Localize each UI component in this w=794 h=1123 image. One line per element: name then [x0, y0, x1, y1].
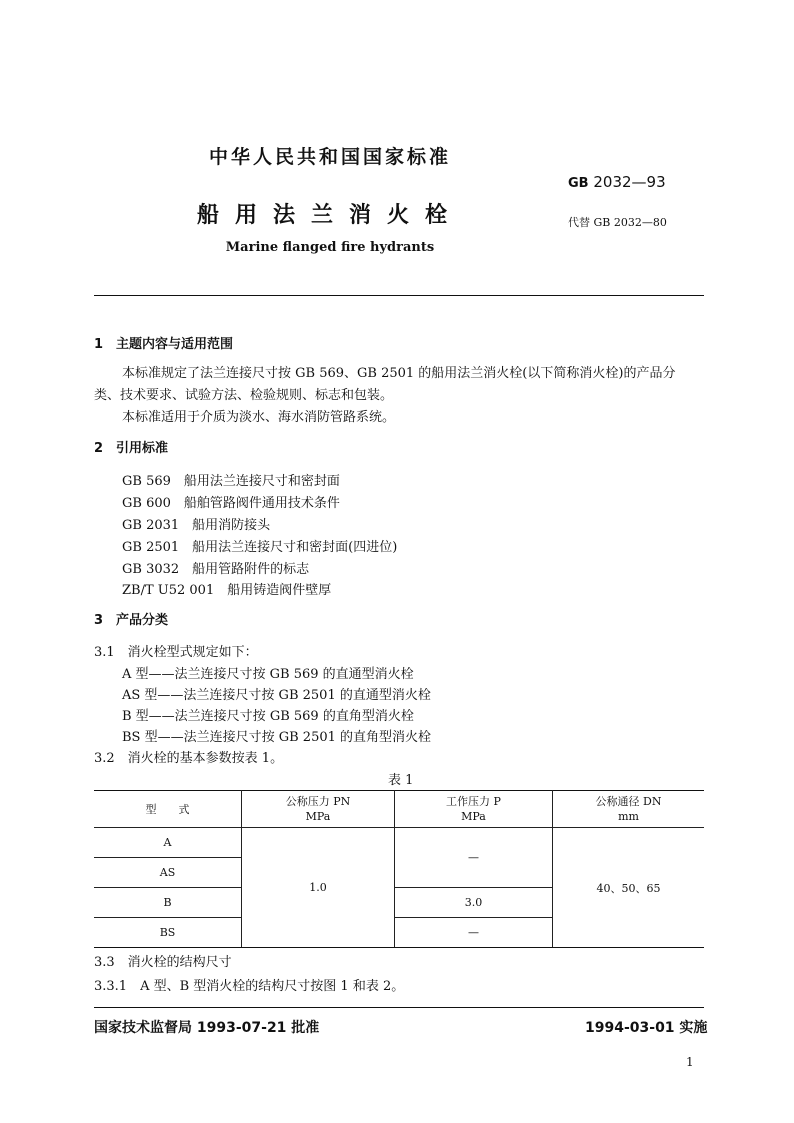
- reference-item: GB 569 船用法兰连接尺寸和密封面: [122, 474, 340, 489]
- section-3-heading: 3 产品分类: [94, 613, 169, 628]
- header-working-pressure: [395, 791, 553, 828]
- replaces-standard: 代替 GB 2032—80: [568, 216, 667, 229]
- clause-3-1: 3.1 消火栓型式规定如下：: [94, 645, 258, 660]
- english-title: Marine flanged fire hydrants: [225, 240, 435, 255]
- standard-prefix: GB: [568, 176, 589, 191]
- nominal-diameter-cell: 40、50、65: [553, 828, 705, 948]
- clause-3-3-1: 3.3.1 A 型、B 型消火栓的结构尺寸按图 1 和表 2。: [94, 979, 405, 994]
- parameters-table: [94, 790, 704, 948]
- working-pressure-cell: 3.0: [395, 888, 553, 918]
- page-number: 1: [686, 1055, 694, 1069]
- section-2-heading: 2 引用标准: [94, 441, 169, 456]
- header-type-label: 型 式: [145, 803, 190, 816]
- header-divider: [94, 295, 704, 296]
- reference-item: GB 3032 船用管路附件的标志: [122, 562, 310, 577]
- header-nominal-pressure: [242, 791, 395, 828]
- standard-number: 2032—93: [593, 173, 666, 191]
- type-definition: B 型——法兰连接尺寸按 GB 569 的直角型消火栓: [122, 709, 414, 724]
- header-nominal-pressure-label: 公称压力 PN: [285, 795, 351, 808]
- national-standard-title: 中华人民共和国国家标准: [208, 146, 451, 168]
- type-definition: BS 型——法兰连接尺寸按 GB 2501 的直角型消火栓: [122, 730, 432, 745]
- header-nominal-diameter: [553, 791, 705, 828]
- working-pressure-cell: —: [395, 918, 553, 948]
- header-working-pressure-unit: MPa: [461, 810, 486, 823]
- type-definition: A 型——法兰连接尺寸按 GB 569 的直通型消火栓: [122, 667, 414, 682]
- reference-item: GB 2501 船用法兰连接尺寸和密封面(四进位): [122, 540, 398, 555]
- type-cell: AS: [94, 858, 242, 888]
- type-cell: BS: [94, 918, 242, 948]
- reference-item: ZB/T U52 001 船用铸造阀件壁厚: [122, 583, 332, 598]
- working-pressure-cell: —: [395, 828, 553, 888]
- clause-3-3: 3.3 消火栓的结构尺寸: [94, 955, 232, 970]
- implementation-line: 1994-03-01 实施: [585, 1020, 708, 1036]
- reference-item: GB 2031 船用消防接头: [122, 518, 271, 533]
- table-caption: 表 1: [388, 773, 414, 788]
- type-definition: AS 型——法兰连接尺寸按 GB 2501 的直通型消火栓: [122, 688, 431, 703]
- type-cell: A: [94, 828, 242, 858]
- type-cell: B: [94, 888, 242, 918]
- section-1-paragraph-1-line-1: 本标准规定了法兰连接尺寸按 GB 569、GB 2501 的船用法兰消火栓(以下简称消火栓)的产品分: [122, 366, 676, 381]
- nominal-pressure-cell: 1.0: [242, 828, 395, 948]
- header-nominal-diameter-label: 公称通径 DN: [595, 795, 662, 808]
- document-title: 船用法兰消火栓: [196, 203, 463, 228]
- table-header-row: [94, 791, 704, 828]
- header-nominal-diameter-unit: mm: [618, 810, 639, 823]
- footer-divider: [94, 1007, 704, 1008]
- reference-item: GB 600 船舶管路阀件通用技术条件: [122, 496, 340, 511]
- header-working-pressure-label: 工作压力 P: [446, 795, 501, 808]
- section-1-paragraph-1-line-2: 类、技术要求、试验方法、检验规则、标志和包装。: [94, 388, 394, 403]
- approval-line: 国家技术监督局 1993-07-21 批准: [94, 1020, 320, 1036]
- clause-3-2: 3.2 消火栓的基本参数按表 1。: [94, 751, 284, 766]
- table-row: [94, 828, 704, 858]
- standard-code: [568, 173, 666, 191]
- header-nominal-pressure-unit: MPa: [305, 810, 331, 823]
- header-type: [94, 791, 242, 828]
- section-1-paragraph-2: 本标准适用于介质为淡水、海水消防管路系统。: [122, 410, 396, 425]
- section-1-heading: 1 主题内容与适用范围: [94, 337, 234, 352]
